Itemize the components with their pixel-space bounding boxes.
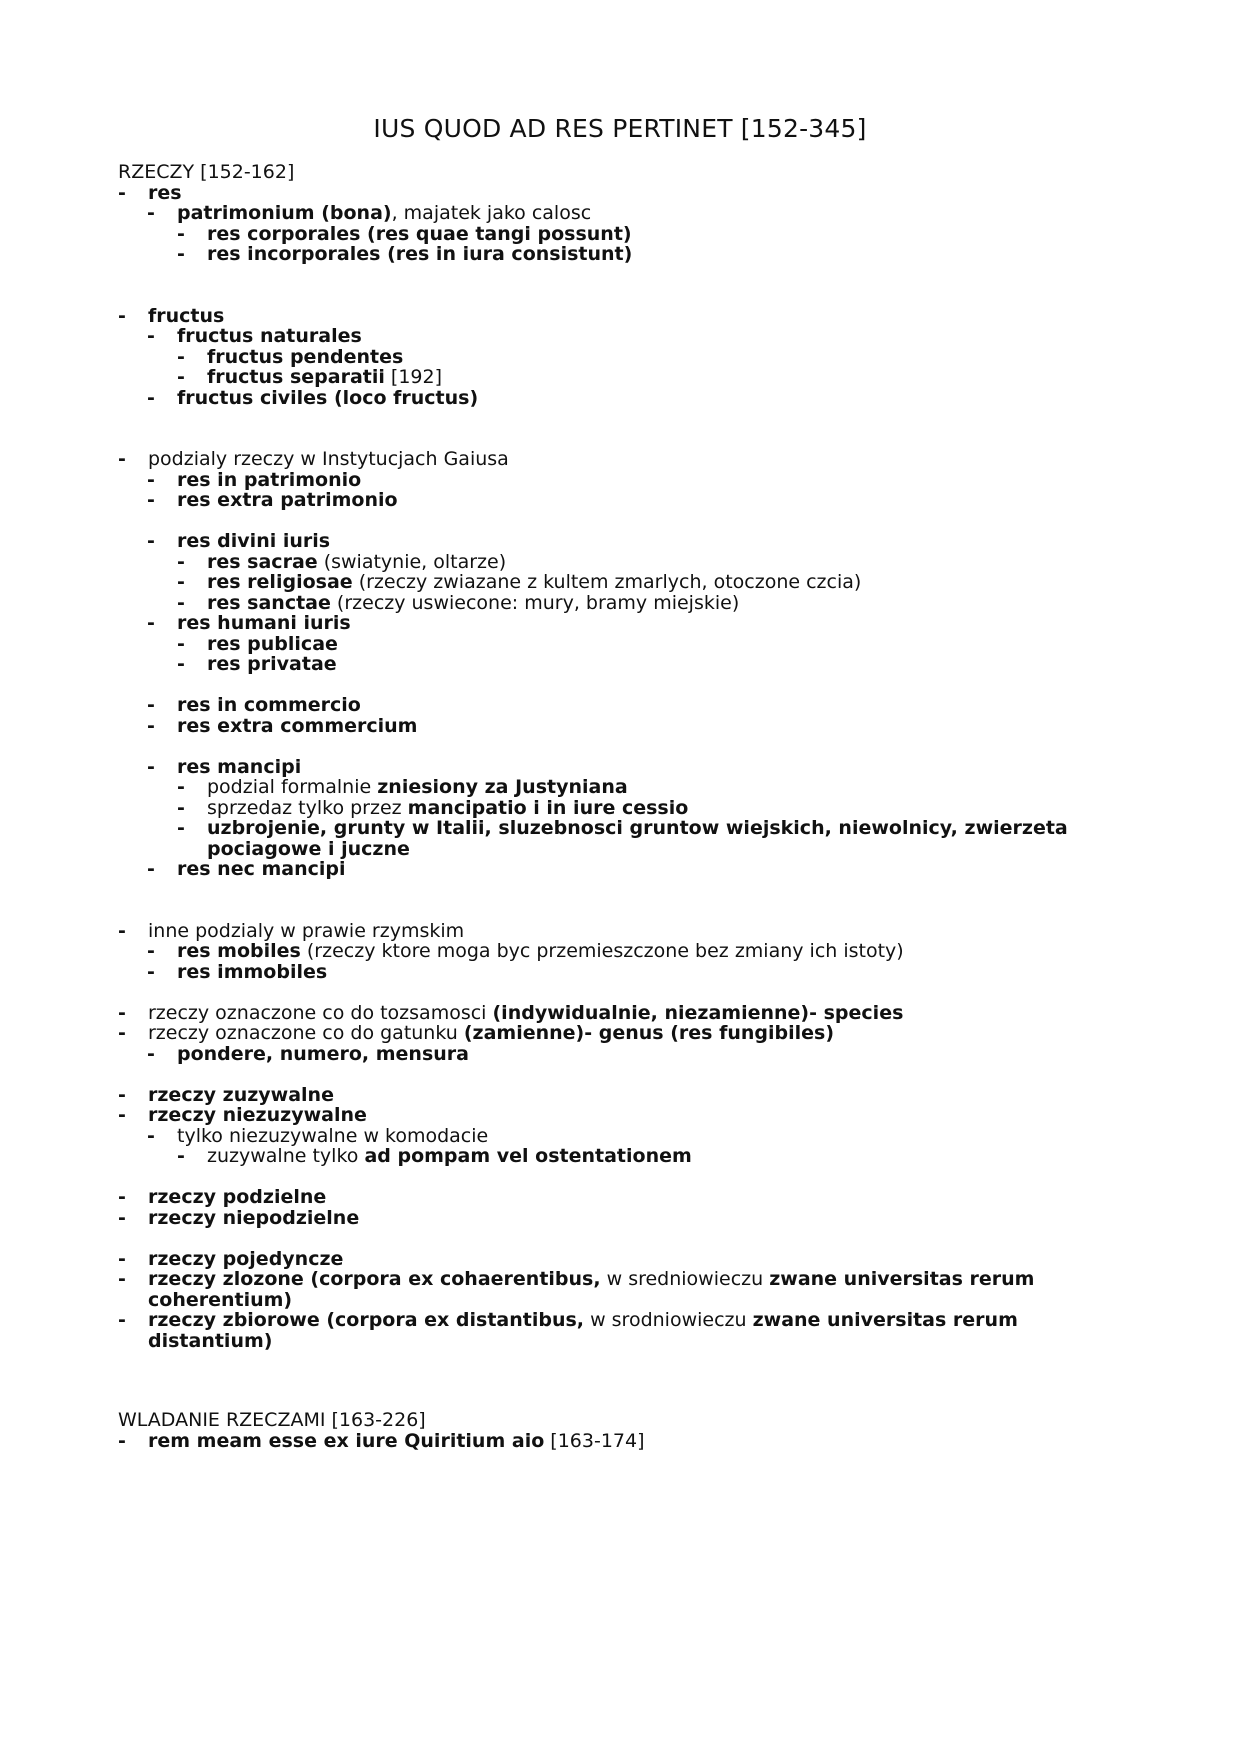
text-segment: sprzedaz tylko przez [207, 796, 408, 819]
bold-segment: res religiosae [207, 571, 353, 593]
bullet-dash: - [177, 796, 185, 819]
bullet-dash: - [147, 468, 155, 491]
bold-segment: fructus naturales [177, 325, 362, 347]
bold-segment: zwane universitas rerum [752, 1309, 1018, 1331]
bullet-dash: - [177, 222, 185, 245]
list-item-text [177, 489, 398, 512]
bullet-dash: - [118, 1429, 126, 1452]
bold-segment: res mancipi [177, 755, 302, 778]
bullet-dash: - [147, 960, 155, 983]
bold-segment: rzeczy zbiorowe (corpora ex distantibus, [148, 1309, 585, 1331]
list-item-text [148, 1330, 272, 1353]
bold-segment: rzeczy podzielne [148, 1186, 327, 1208]
bullet-dash: - [118, 1022, 126, 1044]
text-segment: , majatek jako calosc [391, 202, 592, 224]
list-item-text [177, 715, 417, 738]
bullet-dash: - [118, 448, 126, 470]
bold-segment: res immobiles [177, 960, 328, 983]
bold-segment: fructus separatii [207, 366, 385, 388]
bold-segment: res [148, 181, 182, 204]
bold-segment: zniesiony za Justyniana [377, 776, 628, 798]
bold-segment: patrimonium (bona) [177, 202, 392, 224]
bold-segment: ad pompam vel ostentationem [364, 1145, 692, 1167]
bullet-dash: - [147, 940, 155, 962]
text-segment: w srodniowieczu [584, 1309, 753, 1331]
bold-segment: res corporales (res quae tangi possunt) [207, 222, 632, 245]
bullet-dash: - [177, 243, 185, 265]
bold-segment: mancipatio i in iure cessio [407, 796, 689, 819]
bold-segment: coherentium) [148, 1288, 293, 1311]
text-segment: zuzywalne tylko [207, 1145, 365, 1167]
bullet-dash: - [147, 612, 155, 634]
section-heading: RZECZY [152-162] [118, 161, 295, 183]
bold-segment: res publicae [207, 632, 338, 655]
section-heading: WLADANIE RZECZAMI [163-226] [118, 1409, 426, 1431]
bullet-dash: - [177, 366, 185, 388]
bullet-dash: - [147, 202, 155, 224]
list-item-text [207, 653, 337, 676]
list-item-text [177, 961, 327, 984]
bullet-dash: - [177, 345, 185, 368]
bold-segment: res mobiles [177, 940, 301, 962]
bullet-dash: - [118, 1104, 126, 1126]
bullet-dash: - [118, 919, 126, 942]
bullet-dash: - [118, 1268, 126, 1290]
bullet-dash: - [177, 817, 185, 839]
bold-segment: fructus [148, 304, 225, 327]
bold-segment: rzeczy zuzywalne [148, 1083, 334, 1106]
bold-segment: (indywidualnie, niezamienne)- species [492, 1001, 904, 1024]
bullet-dash: - [118, 304, 126, 327]
bold-segment: res in patrimonio [177, 468, 362, 491]
bold-segment: pondere, numero, mensura [177, 1042, 469, 1065]
text-segment: tylko niezuzywalne w komodacie [177, 1124, 489, 1147]
text-segment: (rzeczy uswiecone: mury, bramy miejskie) [330, 591, 740, 614]
bullet-dash: - [177, 632, 185, 655]
bold-segment: res incorporales (res in iura consistunt) [207, 243, 633, 265]
bold-segment: res divini iuris [177, 530, 331, 552]
bullet-dash: - [147, 1042, 155, 1065]
bold-segment: res nec mancipi [177, 858, 346, 880]
bullet-dash: - [177, 591, 185, 614]
bullet-dash: - [118, 1001, 126, 1024]
list-item-text [177, 858, 346, 881]
text-segment: (swiatynie, oltarze) [317, 550, 507, 573]
bold-segment: res extra commercium [177, 714, 418, 737]
bold-segment: rzeczy niepodzielne [148, 1206, 360, 1229]
bold-segment: rem meam esse ex iure Quiritium aio [148, 1429, 545, 1452]
text-segment: podzialy rzeczy w Instytucjach Gaiusa [148, 448, 509, 470]
bold-segment: res extra patrimonio [177, 489, 398, 511]
text-segment: w sredniowieczu [600, 1268, 770, 1290]
bullet-dash: - [177, 571, 185, 593]
text-segment: [192] [384, 366, 443, 388]
bullet-dash: - [118, 1186, 126, 1208]
list-item-text [148, 1207, 359, 1230]
bullet-dash: - [147, 714, 155, 737]
bullet-dash: - [147, 489, 155, 511]
bold-segment: rzeczy zlozone (corpora ex cohaerentibus, [148, 1268, 601, 1290]
bullet-dash: - [147, 1124, 155, 1147]
bold-segment: distantium) [148, 1329, 273, 1352]
bullet-dash: - [118, 1206, 126, 1229]
list-item-text [148, 1309, 1018, 1332]
bullet-dash: - [147, 858, 155, 880]
bold-segment: rzeczy pojedyncze [148, 1247, 344, 1270]
bullet-dash: - [177, 1145, 185, 1167]
bullet-dash: - [147, 694, 155, 716]
page-title: IUS QUOD AD RES PERTINET [152-345] [373, 114, 867, 143]
bullet-dash: - [177, 776, 185, 798]
bold-segment: res privatae [207, 653, 337, 675]
bold-segment: zwane universitas rerum [769, 1268, 1035, 1290]
list-item-text [177, 1043, 469, 1066]
list-item-text [177, 387, 478, 410]
text-segment: inne podzialy w prawie rzymskim [148, 919, 465, 942]
bold-segment: fructus pendentes [207, 345, 404, 368]
bullet-dash: - [118, 1247, 126, 1270]
bullet-dash: - [177, 550, 185, 573]
bold-segment: pociagowe i juczne [207, 837, 410, 860]
bold-segment: fructus civiles (loco fructus) [177, 386, 479, 409]
bold-segment: res in commercio [177, 694, 361, 716]
bullet-dash: - [118, 181, 126, 204]
list-item-text [148, 1430, 645, 1453]
bullet-dash: - [147, 325, 155, 347]
text-segment: rzeczy oznaczone co do gatunku [148, 1022, 464, 1044]
bullet-dash: - [147, 755, 155, 778]
bullet-dash: - [147, 386, 155, 409]
text-segment: rzeczy oznaczone co do tozsamosci [148, 1001, 493, 1024]
bold-segment: uzbrojenie, grunty w Italii, sluzebnosci gruntow wiejskich, niewolnicy, zwierzeta [207, 817, 1068, 839]
bold-segment: res humani iuris [177, 612, 351, 634]
text-segment: [163-174] [544, 1429, 645, 1452]
bullet-dash: - [118, 1083, 126, 1106]
bold-segment: res sanctae [207, 591, 331, 614]
bold-segment: res sacrae [207, 550, 318, 573]
text-segment: (rzeczy ktore moga byc przemieszczone bez zmiany ich istoty) [300, 940, 904, 962]
bullet-dash: - [118, 1309, 126, 1331]
list-item-text [207, 243, 632, 266]
bullet-dash: - [147, 530, 155, 552]
text-segment: (rzeczy zwiazane z kultem zmarlych, otoczone czcia) [352, 571, 862, 593]
bullet-dash: - [177, 653, 185, 675]
bold-segment: rzeczy niezuzywalne [148, 1104, 367, 1126]
text-segment: podzial formalnie [207, 776, 378, 798]
bold-segment: (zamienne)- genus (res fungibiles) [463, 1022, 835, 1044]
list-item-text [207, 1145, 692, 1168]
